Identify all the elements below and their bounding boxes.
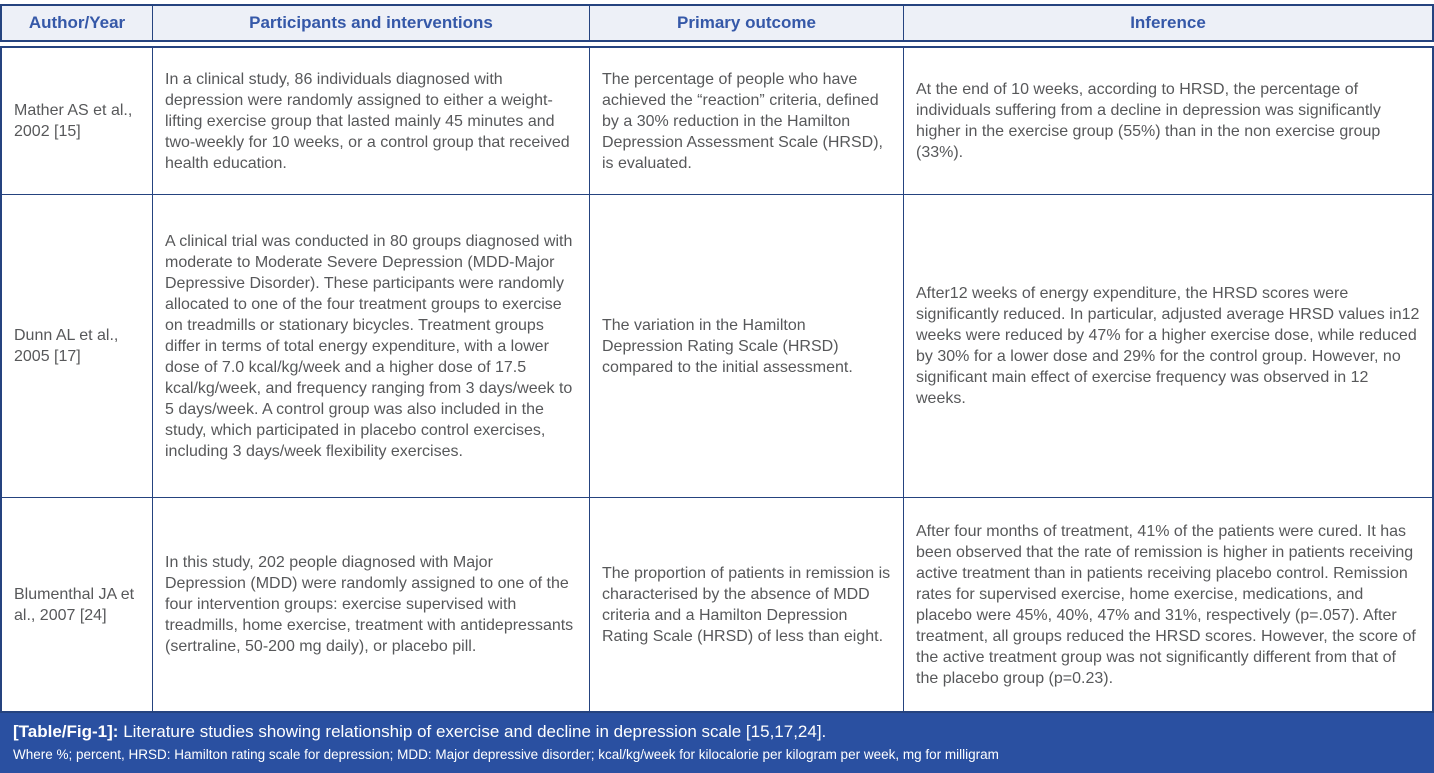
author-cell [2, 48, 152, 194]
caption-label: [Table/Fig-1]: [13, 722, 119, 741]
outcome-text: The variation in the Hamilton Depression Rating Scale (HRSD) compared to the initial assessment. [602, 316, 853, 376]
inference-text: At the end of 10 weeks, according to HRSD, the percentage of individuals suffering from a decline in depression was significantly higher in the exercise group (55%) than in the non exercise group (33%). [916, 81, 1381, 161]
col-header-inference: Inference [903, 6, 1432, 40]
caption-line [13, 721, 1421, 743]
participants-cell [152, 48, 589, 194]
author-text: Blumenthal JA et al., 2007 [24] [14, 585, 135, 624]
participants-text: A clinical trial was conducted in 80 groups diagnosed with moderate to Moderate Severe Depression (MDD-Major Depressive Disorder). These participants were randomly allocated to one of the four treatment groups to exercise on treadmills or stationary bicycles. Treatment groups differ in terms of total energy expenditure, with a lower dose of 7.0 kcal/kg/week and a higher dose of 17.5 kcal/kg/week, and frequency ranging from 3 days/week to 5 days/week. A control group was also included in the study, which participated in placebo control exercises, including 3 days/week flexibility exercises. [165, 232, 573, 460]
participants-cell [152, 498, 589, 711]
caption-text: Literature studies showing relationship of exercise and decline in depression scale [15,17,24]. [123, 722, 827, 741]
participants-cell [152, 195, 589, 497]
caption-bar [0, 713, 1434, 773]
outcome-text: The percentage of people who have achieved the “reaction” criteria, defined by a 30% reduction in the Hamilton Depression Assessment Scale (HRSD), is evaluated. [602, 70, 883, 172]
author-cell [2, 498, 152, 711]
participants-text: In a clinical study, 86 individuals diagnosed with depression were randomly assigned to either a weight-lifting exercise group that lasted mainly 45 minutes and two-weekly for 10 weeks, or a control group that received health education. [165, 70, 570, 172]
col-header-primary-outcome: Primary outcome [589, 6, 903, 40]
caption-footnote: Where %; percent, HRSD: Hamilton rating scale for depression; MDD: Major depressive disorder; kcal/kg/week for kilocalorie per kilogram per week, mg for milligram [13, 747, 999, 762]
inference-text: After12 weeks of energy expenditure, the HRSD scores were significantly reduced. In particular, adjusted average HRSD values in12 weeks were reduced by 47% for a higher exercise dose, while reduced by 30% for a lower dose and 29% for the control group. However, no significant main effect of exercise frequency was observed in 12 weeks. [916, 285, 1420, 407]
author-text: Mather AS et al., 2002 [15] [14, 102, 133, 140]
col-header-author-year: Author/Year [28, 13, 126, 32]
table-row [2, 194, 1432, 497]
table-row [2, 48, 1432, 194]
table-header-row [0, 4, 1434, 42]
inference-cell [903, 195, 1432, 497]
inference-cell [903, 48, 1432, 194]
outcome-cell [589, 498, 903, 711]
inference-text: After four months of treatment, 41% of the patients were cured. It has been observed that the rate of remission is higher in patients receiving active treatment than in patients receiving placebo control. Remission rates for supervised exercise, home exercise, medications, and placebo were 45%, 40%, 47% and 31%, respectively (p=.057). After treatment, all groups reduced the HRSD scores. However, the score of the active treatment group was not significantly different from that of the placebo group (p=0.23). [916, 522, 1416, 687]
author-cell [2, 195, 152, 497]
author-text: Dunn AL et al., 2005 [17] [14, 327, 119, 365]
table-row [2, 497, 1432, 711]
inference-cell [903, 498, 1432, 711]
outcome-cell [589, 195, 903, 497]
table-body [0, 46, 1434, 713]
outcome-text: The proportion of patients in remission is characterised by the absence of MDD criteria and a Hamilton Depression Rating Scale (HRSD) of less than eight. [602, 564, 891, 645]
col-header-participants: Participants and interventions [152, 6, 589, 40]
literature-table-figure [0, 4, 1434, 773]
participants-text: In this study, 202 people diagnosed with Major Depression (MDD) were randomly assigned to one of the four intervention groups: exercise supervised with treadmills, home exercise, treatment with antidepressants (sertraline, 50-200 mg daily), or placebo pill. [165, 554, 574, 655]
outcome-cell [589, 48, 903, 194]
